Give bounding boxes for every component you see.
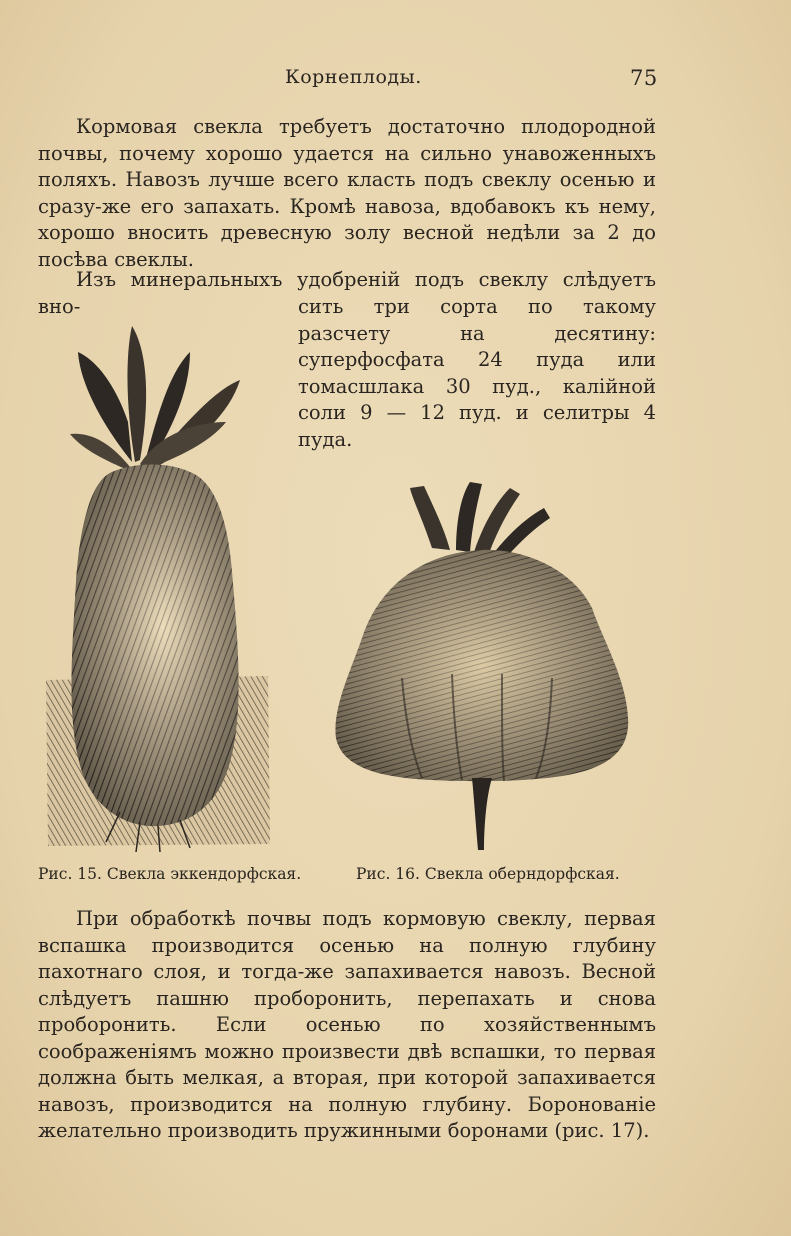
- figure-16-caption: Рис. 16. Свекла оберндорфская.: [356, 865, 620, 883]
- paragraph-fertilizers-first-line: Изъ минеральныхъ удобреній подъ свеклу слѣдуетъ вно-: [38, 268, 656, 318]
- figure-15-caption: Рис. 15. Свекла эккендорфская.: [38, 865, 302, 883]
- paragraph-fertilizers-rest: сить три сорта по такому разсчету на десятину: суперфосфата 24 пуда или томасшлака 30 пуд., калійной соли 9 — 12 пуд. и селитры 4 пуда.: [298, 295, 656, 451]
- paragraph-soil-tillage: При обработкѣ почвы подъ кормовую свеклу, первая вспашка производится осенью на полную глубину пахотнаго слоя, и тогда-же запахивается навозъ. Весной слѣдуетъ пашню проборонить, перепахать и снова проборонить. Если осенью по хозяйственнымъ соображеніямъ можно произвести двѣ вспашки, то первая должна быть мелкая, а вторая, при которой запахивается навозъ, производится на полную глубину. Боронованіе желательно производить пружинными боронами (рис. 17).: [38, 907, 656, 1142]
- figure-16-oberndorf-beet: [322, 478, 648, 850]
- running-head: [0, 66, 791, 96]
- eckendorf-beet-illustration: [40, 322, 272, 852]
- page-number: 75: [630, 66, 658, 90]
- paragraph-fodder-beet-soil: Кормовая свекла требуетъ достаточно плодородной почвы, почему хорошо удается на сильно унавоженныхъ поляхъ. Навозъ лучше всего класть подъ свеклу осенью и сразу-же его запахать. Кромѣ навоза, вдобавокъ къ нему, хорошо вносить древесную золу весной недѣли за 2 до посѣва свеклы.: [38, 115, 656, 271]
- figure-15-eckendorf-beet: [40, 322, 272, 852]
- running-title: Корнеплоды.: [285, 66, 422, 88]
- oberndorf-beet-illustration: [322, 478, 648, 850]
